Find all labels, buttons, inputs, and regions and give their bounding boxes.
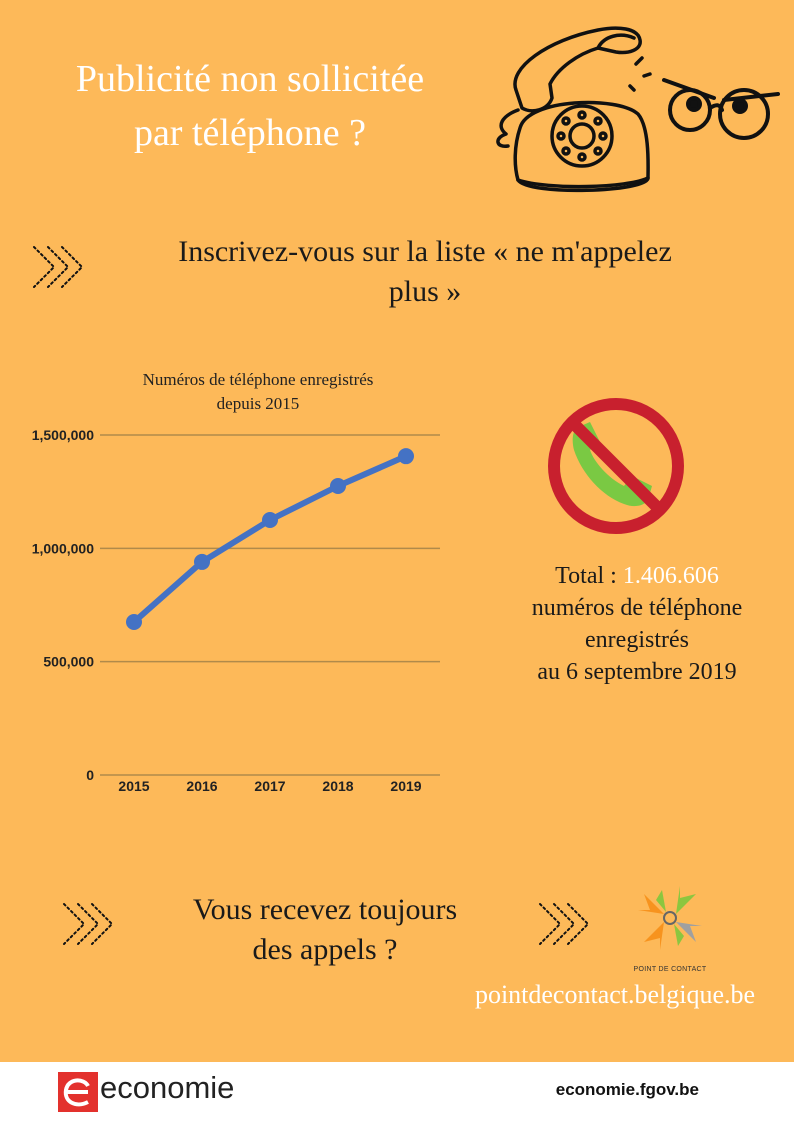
page-title-line1: Publicité non sollicitée bbox=[75, 58, 425, 100]
x-tick-label: 2019 bbox=[390, 778, 422, 794]
data-point bbox=[330, 478, 346, 494]
chart-title-line2: depuis 2015 bbox=[216, 394, 300, 413]
chevron-arrows-icon bbox=[30, 243, 90, 293]
contact-url-link[interactable]: pointdecontact.belgique.be bbox=[474, 980, 756, 1009]
y-tick-label: 0 bbox=[86, 767, 94, 783]
y-tick-label: 1,000,000 bbox=[31, 540, 94, 557]
economie-logo-icon bbox=[58, 1072, 98, 1112]
question-heading bbox=[140, 890, 510, 970]
chevron-arrows-icon bbox=[60, 900, 120, 950]
footer-brand: economie bbox=[100, 1070, 235, 1105]
register-heading bbox=[100, 232, 750, 312]
question-heading-line2: des appels ? bbox=[252, 933, 398, 966]
register-heading-line2: plus » bbox=[388, 275, 462, 308]
y-tick-label: 1,500,000 bbox=[31, 427, 94, 443]
footer-url-link[interactable]: economie.fgov.be bbox=[555, 1080, 699, 1099]
angry-eyes-icon bbox=[664, 80, 778, 138]
x-tick-label: 2015 bbox=[118, 778, 150, 794]
total-label: Total : bbox=[555, 563, 617, 589]
total-registered bbox=[490, 560, 784, 688]
y-tick-label: 500,000 bbox=[43, 653, 94, 670]
chart-title bbox=[60, 368, 456, 416]
point-de-contact-logo-text: POINT DE CONTACT bbox=[633, 966, 707, 973]
data-point bbox=[398, 448, 414, 464]
chevron-arrows-icon bbox=[536, 900, 596, 950]
series-line bbox=[134, 456, 406, 622]
page-title bbox=[0, 52, 500, 160]
x-tick-label: 2018 bbox=[322, 778, 354, 794]
point-de-contact-logo[interactable] bbox=[620, 880, 720, 975]
point-de-contact-arrows-icon bbox=[620, 880, 720, 956]
total-line1 bbox=[490, 560, 784, 592]
total-value: 1.406.606 bbox=[622, 563, 719, 589]
x-tick-label: 2017 bbox=[254, 778, 286, 794]
page-title-line2: par téléphone ? bbox=[133, 112, 367, 154]
x-tick-label: 2016 bbox=[186, 778, 218, 794]
total-line4: au 6 septembre 2019 bbox=[537, 659, 737, 685]
data-point bbox=[194, 554, 210, 570]
chart-title-line1: Numéros de téléphone enregistrés bbox=[142, 370, 374, 389]
total-line2: numéros de téléphone bbox=[531, 595, 743, 621]
total-line3: enregistrés bbox=[585, 627, 689, 653]
question-heading-line1: Vous recevez toujours bbox=[192, 893, 458, 926]
data-point bbox=[262, 512, 278, 528]
registrations-line-chart bbox=[0, 420, 470, 810]
data-point bbox=[126, 614, 142, 630]
register-heading-line1: Inscrivez-vous sur la liste « ne m'appelez bbox=[178, 235, 672, 268]
angry-telephone-illustration bbox=[488, 18, 788, 208]
no-phone-calls-icon bbox=[546, 396, 686, 536]
